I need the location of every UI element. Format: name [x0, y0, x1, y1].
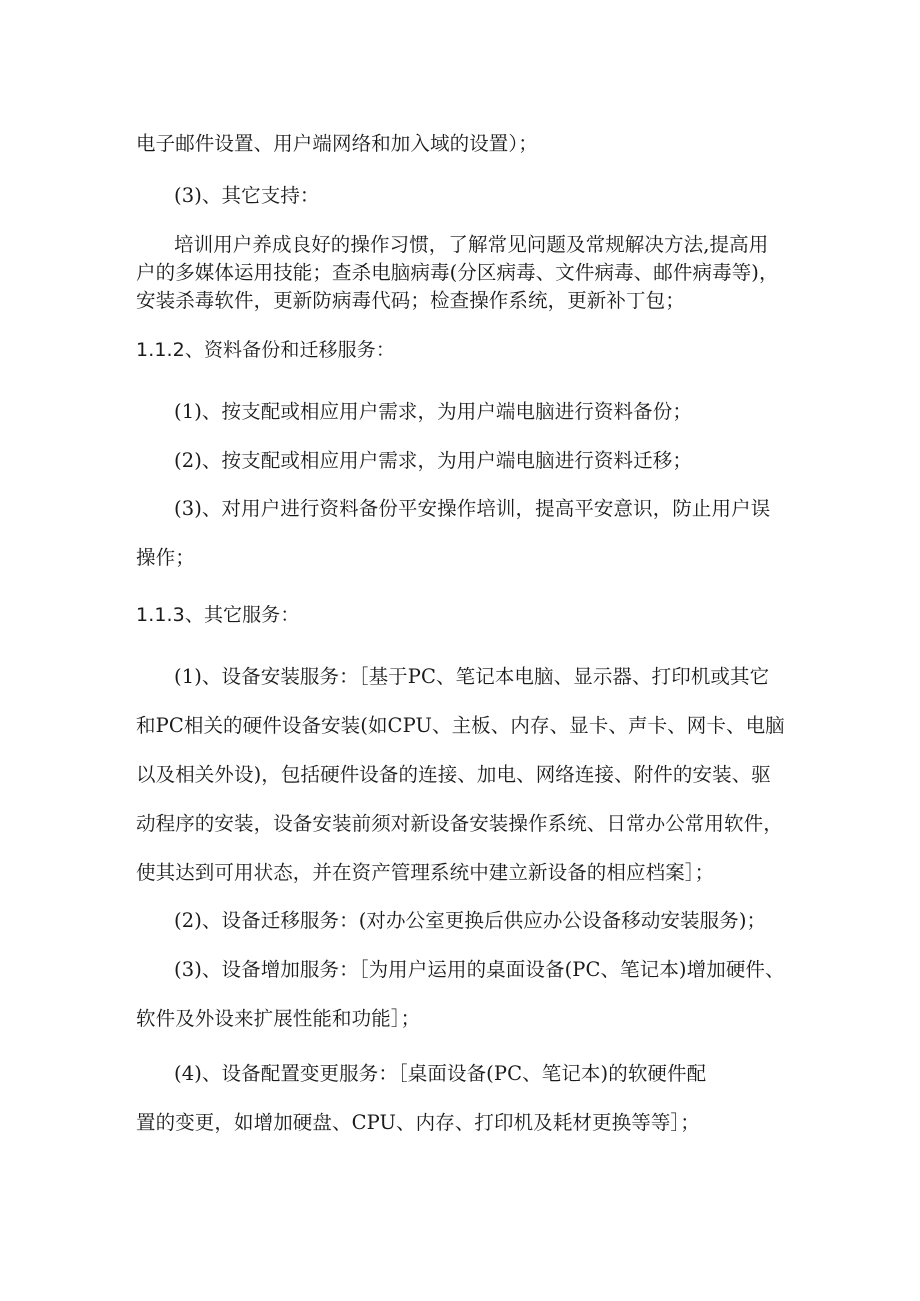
list-item: (2)、按支配或相应用户需求，为用户端电脑进行资料迁移； — [174, 449, 692, 472]
list-item: (3)、对用户进行资料备份平安操作培训，提高平安意识，防止用户误 — [174, 497, 771, 520]
list-item-continuation: 软件及外设来扩展性能和功能］； — [136, 1007, 421, 1030]
list-item: (1)、按支配或相应用户需求，为用户端电脑进行资料备份； — [174, 400, 692, 423]
list-item-continuation: 和PC相关的硬件设备安装(如CPU、主板、内存、显卡、声卡、网卡、电脑 — [136, 714, 785, 737]
paragraph-line: 户的多媒体运用技能；查杀电脑病毒(分区病毒、文件病毒、邮件病毒等)， — [136, 261, 779, 284]
text-line: 电子邮件设置、用户端网络和加入域的设置）； — [136, 132, 538, 155]
paragraph-line: 培训用户养成良好的操作习惯，了解常见问题及常规解决方法,提高用 — [174, 233, 769, 256]
list-item-heading: (3)、其它支持： — [174, 184, 320, 207]
list-item: (4)、设备配置变更服务：［桌面设备(PC、笔记本)的软硬件配 — [174, 1062, 707, 1085]
section-heading: 1.1.2、资料备份和迁移服务： — [136, 339, 395, 361]
list-item: (2)、设备迁移服务：(对办公室更换后供应办公设备移动安装服务)； — [174, 909, 767, 932]
list-item-continuation: 以及相关外设)，包括硬件设备的连接、加电、网络连接、附件的安装、驱 — [136, 763, 771, 786]
list-item-continuation: 使其达到可用状态，并在资产管理系统中建立新设备的相应档案］； — [136, 861, 715, 884]
paragraph-line: 安装杀毒软件，更新防病毒代码；检查操作系统，更新补丁包； — [136, 289, 685, 312]
section-heading: 1.1.3、其它服务： — [136, 604, 300, 626]
list-item-continuation: 动程序的安装，设备安装前须对新设备安装操作系统、日常办公常用软件， — [136, 812, 783, 835]
list-item: (1)、设备安装服务：［基于PC、笔记本电脑、显示器、打印机或其它 — [174, 665, 770, 688]
list-item-continuation: 操作； — [136, 546, 195, 569]
list-item-continuation: 置的变更，如增加硬盘、CPU、内存、打印机及耗材更换等等］； — [136, 1111, 700, 1134]
list-item: (3)、设备增加服务：［为用户运用的桌面设备(PC、笔记本)增加硬件、 — [174, 958, 785, 981]
